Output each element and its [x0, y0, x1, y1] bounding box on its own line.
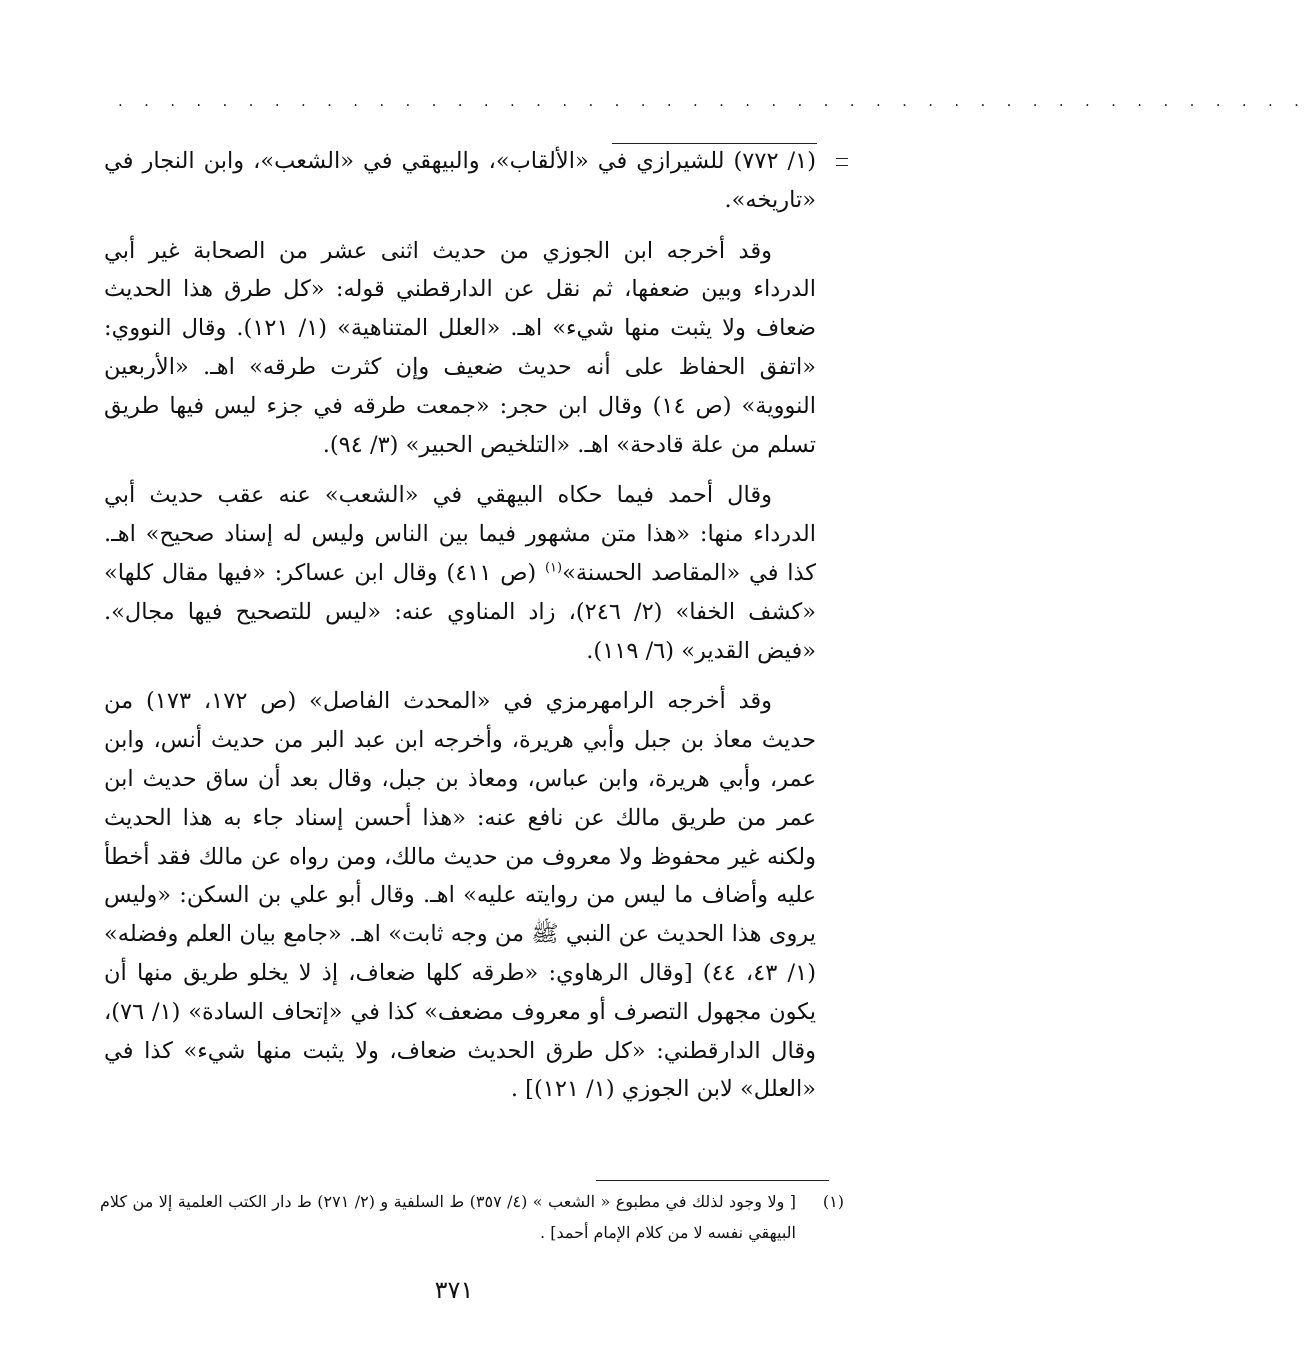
- paragraph-3-part-1: وقال أحمد فيما حكاه البيهقي في «الشعب» عنه عقب حديث أبي الدرداء منها: «هذا متن مشهور فيما بين الناس وليس له إسناد صحيح» اهـ. كذا في «المقاصد الحسنة»: [104, 482, 817, 586]
- footnote-text: [ ولا وجود لذلك في مطبوع « الشعب » (٤/ ٣٥٧) ط السلفية و (٢/ ٢٧١) ط دار الكتب العلمية إلا من كلام البيهقي نفسه لا من كلام الإمام أحمد] .: [100, 1192, 797, 1242]
- footnote-reference[interactable]: (١): [544, 560, 563, 576]
- paragraph-3-part-2: (ص ٤١١) وقال ابن عساكر: «فيها مقال كلها» «كشف الخفا» (٢/ ٢٤٦)، زاد المناوي عنه: «ليس للتصحيح فيها مجال». «فيض القدير» (٦/ ١١٩).: [104, 559, 817, 664]
- header-dotted-line: . . . . . . . . . . . . . . . . . . . . . . . . . . . . . . . . . . . . . . . . . . . . . .: [118, 92, 1307, 110]
- paragraph-3: [104, 476, 816, 670]
- paragraph-1: (١/ ٧٧٢) للشيرازي في «الألقاب»، والبيهقي في «الشعب»، وابن النجار في «تاريخه».: [104, 148, 817, 213]
- continuation-mark: [836, 158, 848, 166]
- page-number: ٣٧١: [434, 1276, 474, 1304]
- footnote-marker: (١): [822, 1192, 844, 1211]
- main-text: [104, 142, 816, 1109]
- footnote: [100, 1186, 844, 1248]
- paragraph-4: وقد أخرجه الرامهرمزي في «المحدث الفاصل» (ص ١٧٢، ١٧٣) من حديث معاذ بن جبل وأبي هريرة، وأخرجه ابن عبد البر من حديث أنس، وابن عمر، وأبي هريرة، وابن عباس، ومعاذ بن جبل، وقال بعد أن ساق حديث ابن عمر من طريق مالك عن نافع عنه: «هذا أحسن إسناد جاء به هذا الحديث ولكنه غير محفوظ ولا معروف من حديث مالك، ومن رواه عن مالك فقد أخطأ عليه وأضاف ما ليس من روايته عليه» اهـ. وقال أبو علي بن السكن: «وليس يروى هذا الحديث عن النبي ﷺ من وجه ثابت» اهـ. «جامع بيان العلم وفضله» (١/ ٤٣، ٤٤) [وقال الرهاوي: «طرقه كلها ضعاف، إذ لا يخلو طريق منها أن يكون مجهول التصرف أو معروف مضعف» كذا في «إتحاف السادة» (١/ ٧٦)، وقال الدارقطني: «كل طرق الحديث ضعاف، ولا يثبت منها شيء» كذا في «العلل» لابن الجوزي (١/ ١٢١)] .: [104, 688, 816, 1103]
- footnote-rule: [596, 1180, 829, 1181]
- paragraph-2: وقد أخرجه ابن الجوزي من حديث اثنى عشر من الصحابة غير أبي الدرداء وبين ضعفها، ثم نقل عن الدارقطني قوله: «كل طرق هذا الحديث ضعاف ولا يثبت منها شيء» اهـ. «العلل المتناهية» (١/ ١٢١). وقال النووي: «اتفق الحفاظ على أنه حديث ضعيف وإن كثرت طرقه» اهـ. «الأربعين النووية» (ص ١٤) وقال ابن حجر: «جمعت طرقه في جزء ليس فيها طريق تسلم من علة قادحة» اهـ. «التلخيص الحبير» (٣/ ٩٤).: [104, 237, 816, 458]
